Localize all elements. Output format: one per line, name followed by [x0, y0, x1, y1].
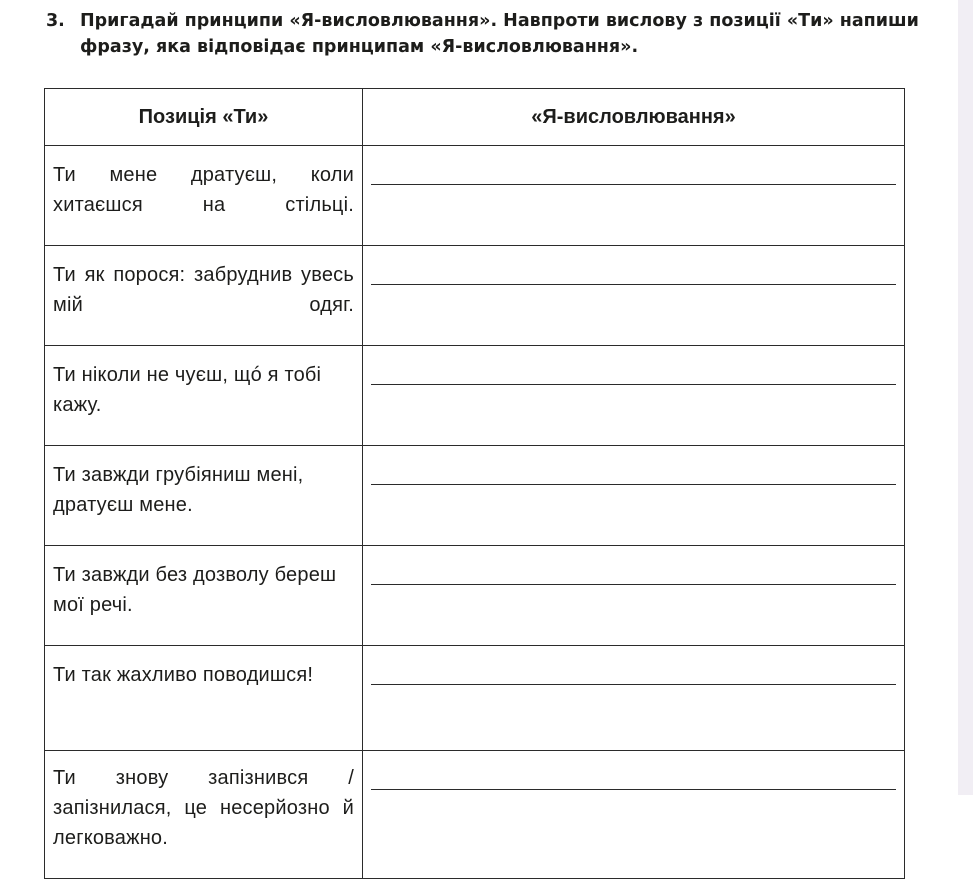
task-number: 3. — [46, 11, 65, 31]
answer-cell[interactable] — [363, 346, 905, 446]
you-statement-text: Ти ніколи не чуєш, щó я тобі кажу. — [53, 364, 322, 416]
answer-cell[interactable] — [363, 546, 905, 646]
you-statement-cell — [45, 146, 363, 246]
answer-line[interactable] — [371, 684, 896, 685]
table-row — [45, 146, 905, 246]
task-text-line-2: фразу, яка відповідає принципам «Я-висловлювання». — [80, 37, 639, 57]
answer-cell[interactable] — [363, 446, 905, 546]
answer-line[interactable] — [371, 484, 896, 485]
you-statement-cell — [45, 346, 363, 446]
you-statement-cell — [45, 646, 363, 751]
you-statement-text: Ти мене дратуєш, коли хитаєшся на стільці. — [53, 164, 354, 216]
you-statement-cell — [45, 246, 363, 346]
header-you-position: Позиція «Ти» — [45, 89, 363, 146]
you-statement-cell — [45, 546, 363, 646]
answer-line[interactable] — [371, 184, 896, 185]
task-text-line-1: Пригадай принципи «Я-висловлювання». Навпроти вислову з позиції «Ти» напиши — [80, 11, 919, 31]
table-row — [45, 646, 905, 751]
you-statement-text: Ти знову запізнився / запізнилася, це несерйозно й легковажно. — [53, 767, 354, 849]
answer-cell[interactable] — [363, 246, 905, 346]
answer-line[interactable] — [371, 284, 896, 285]
table-row — [45, 346, 905, 446]
table-row — [45, 246, 905, 346]
you-statement-text: Ти так жахливо поводишся! — [53, 664, 314, 686]
answer-line[interactable] — [371, 789, 896, 790]
you-statement-text: Ти завжди грубіяниш мені, дратуєш мене. — [53, 464, 304, 516]
exercise-table — [44, 88, 905, 879]
you-statement-cell — [45, 446, 363, 546]
page-edge — [958, 0, 973, 795]
table-row — [45, 446, 905, 546]
answer-cell[interactable] — [363, 146, 905, 246]
you-statement-text: Ти завжди без дозволу береш мої речі. — [53, 564, 337, 616]
table-row — [45, 751, 905, 879]
table-row — [45, 546, 905, 646]
you-statement-cell — [45, 751, 363, 879]
answer-line[interactable] — [371, 384, 896, 385]
answer-cell[interactable] — [363, 646, 905, 751]
answer-cell[interactable] — [363, 751, 905, 879]
header-i-statement: «Я-висловлювання» — [363, 89, 905, 146]
answer-line[interactable] — [371, 584, 896, 585]
you-statement-text: Ти як порося: забруднив увесь мій одяг. — [53, 264, 354, 316]
